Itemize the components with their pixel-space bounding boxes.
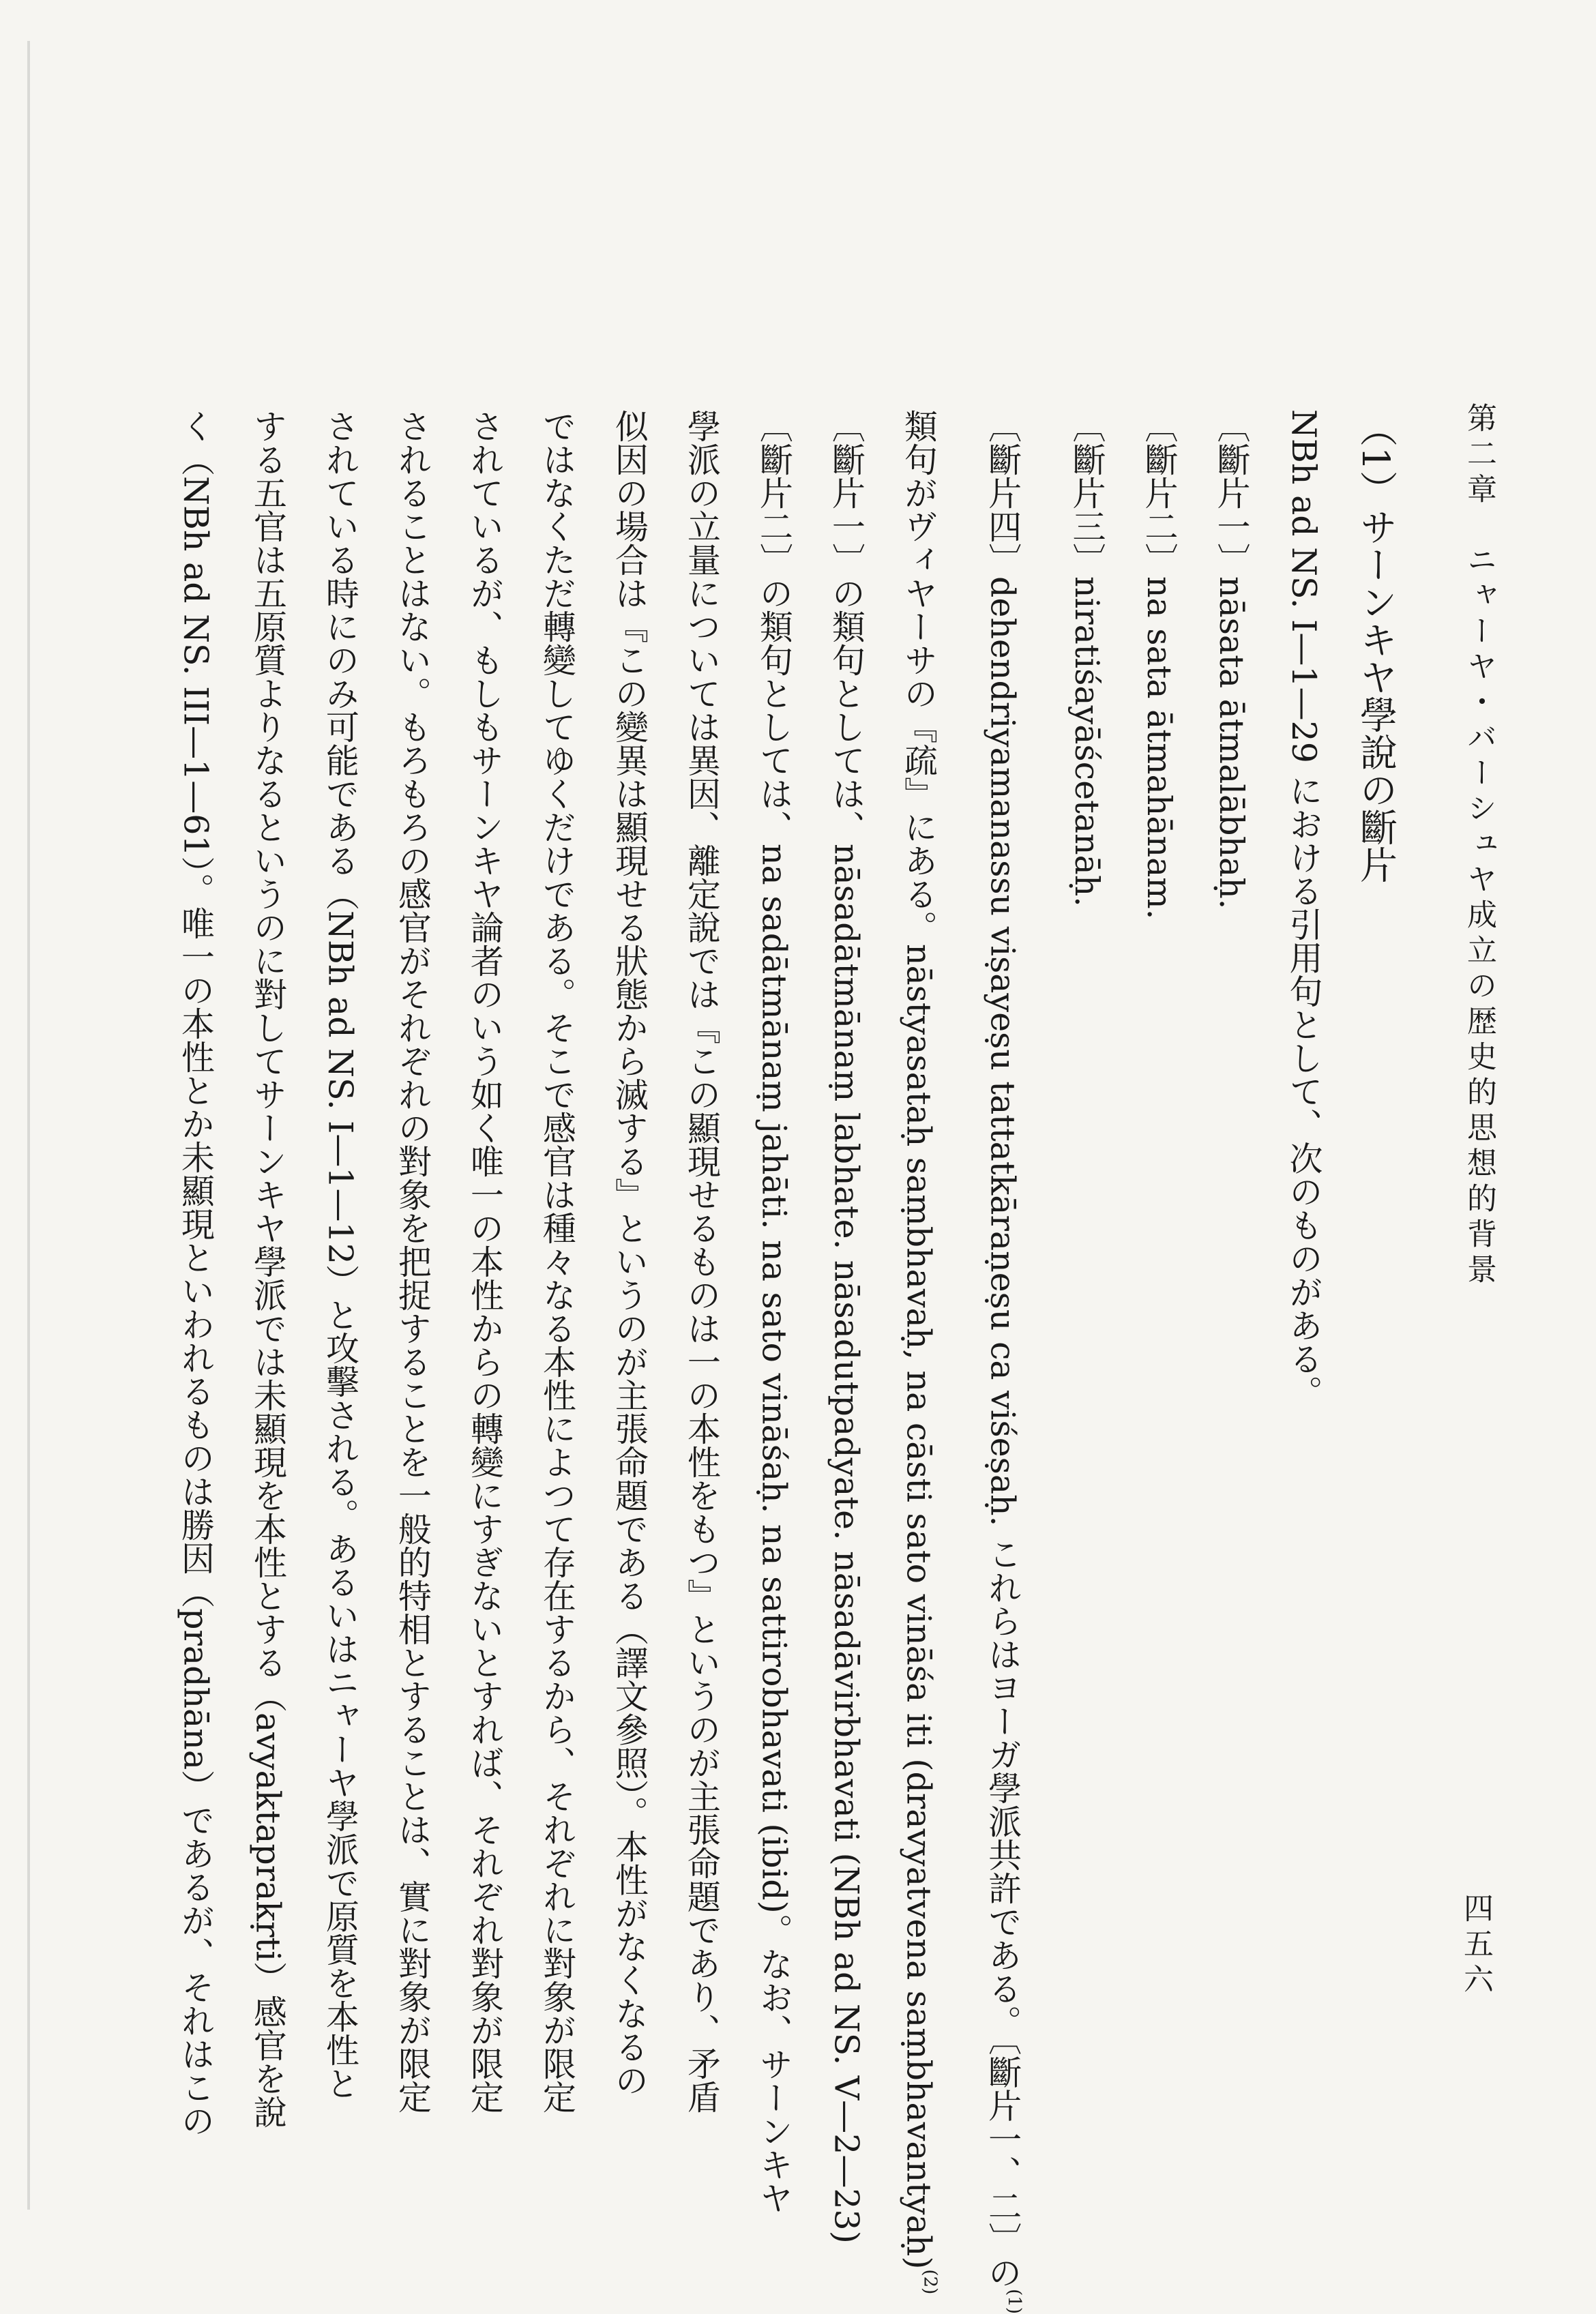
text-line: されているが、もしもサーンキヤ論者のいう如く唯一の本性からの轉變にすぎないとすれば、それぞれ對象が限定: [465, 409, 505, 2113]
text-line: NBh ad NS. I—1—29 における引用句として、次のものがある。: [1284, 409, 1323, 1409]
text-line: されている時にのみ可能である（NBh ad NS. I—1—12）と攻擊される。あるいはニャーヤ學派で原質を本性と: [321, 409, 360, 2100]
fragment-2: 〔斷片二〕na sata ātmahānam.: [1140, 409, 1179, 920]
fragment-4-text: 〔斷片四〕dehendriyamanassu viṣayeṣu tattatkāraṇeṣu ca viśeṣaḥ. これらはヨーガ學派共許である。〔斷片一、二〕の: [983, 409, 1022, 2289]
fragment-1: 〔斷片一〕nāsata ātmalābhaḥ.: [1212, 409, 1251, 910]
text-line: されることはない。もろもろの感官がそれぞれの對象を把捉することを一般的特相とすることは、實に對象が限定: [393, 409, 432, 2113]
page-edge-shadow: [27, 41, 30, 2210]
section-heading: （1）サーンキヤ學說の斷片: [1354, 409, 1398, 883]
text-line: く（NBh ad NS. III—1—61）。唯一の本性とか未顯現といわれるものは勝因（pradhāna）であるが、それはこの: [176, 409, 216, 2138]
footnote-mark-2: (2): [919, 2269, 941, 2295]
page-number: 四五六: [1458, 1893, 1493, 1999]
running-header: 第二章 ニャーヤ・バーシュヤ成立の歴史的思想的背景: [1462, 402, 1496, 1289]
text-line-segment: 類句がヴィヤーサの『疏』にある。nāstyasataḥ saṃbhavaḥ, na cāsti sato vināśa iti (dravyatvena saṃbhavantyaḥ): [899, 409, 939, 2270]
text-line: 學派の立量については異因、離定說では『この顯現せるものは一の本性をもつ』というのが主張命題であり、矛盾: [682, 409, 722, 2113]
text-line: 似因の場合は『この變異は顯現せる狀態から滅する』というのが主張命題である（譯文參照）。本性がなくなるの: [610, 409, 649, 2097]
text-line: [882, 409, 966, 2295]
footnote-mark-1: (1): [1004, 2289, 1024, 2314]
fragment-4: [966, 409, 1050, 2314]
body-text: [159, 409, 1412, 2314]
text-line: ではなくただ轉變してゆくだけである。そこで感官は種々なる本性によつて存在するから、それぞれに對象が限定: [537, 409, 577, 2113]
text-line: する五官は五原質よりなるというのに對してサーンキヤ學派では未顯現を本性とする（avyaktaprakṛti）感官を說: [248, 409, 288, 2128]
fragment-3: 〔斷片三〕niratiśayāścetanāḥ.: [1067, 409, 1106, 907]
text-line: 〔斷片二〕の類句としては、na sadātmānaṃ jahāti. na sato vināśaḥ. na sattirobhavati (ibid)。なお、サーンキヤ: [754, 409, 794, 2214]
text-line: 〔斷片一〕の類句としては、nāsadātmānaṃ labhate. nāsadutpadyate. nāsadāvirbhavati (NBh ad NS. V—2—23): [827, 409, 866, 2244]
